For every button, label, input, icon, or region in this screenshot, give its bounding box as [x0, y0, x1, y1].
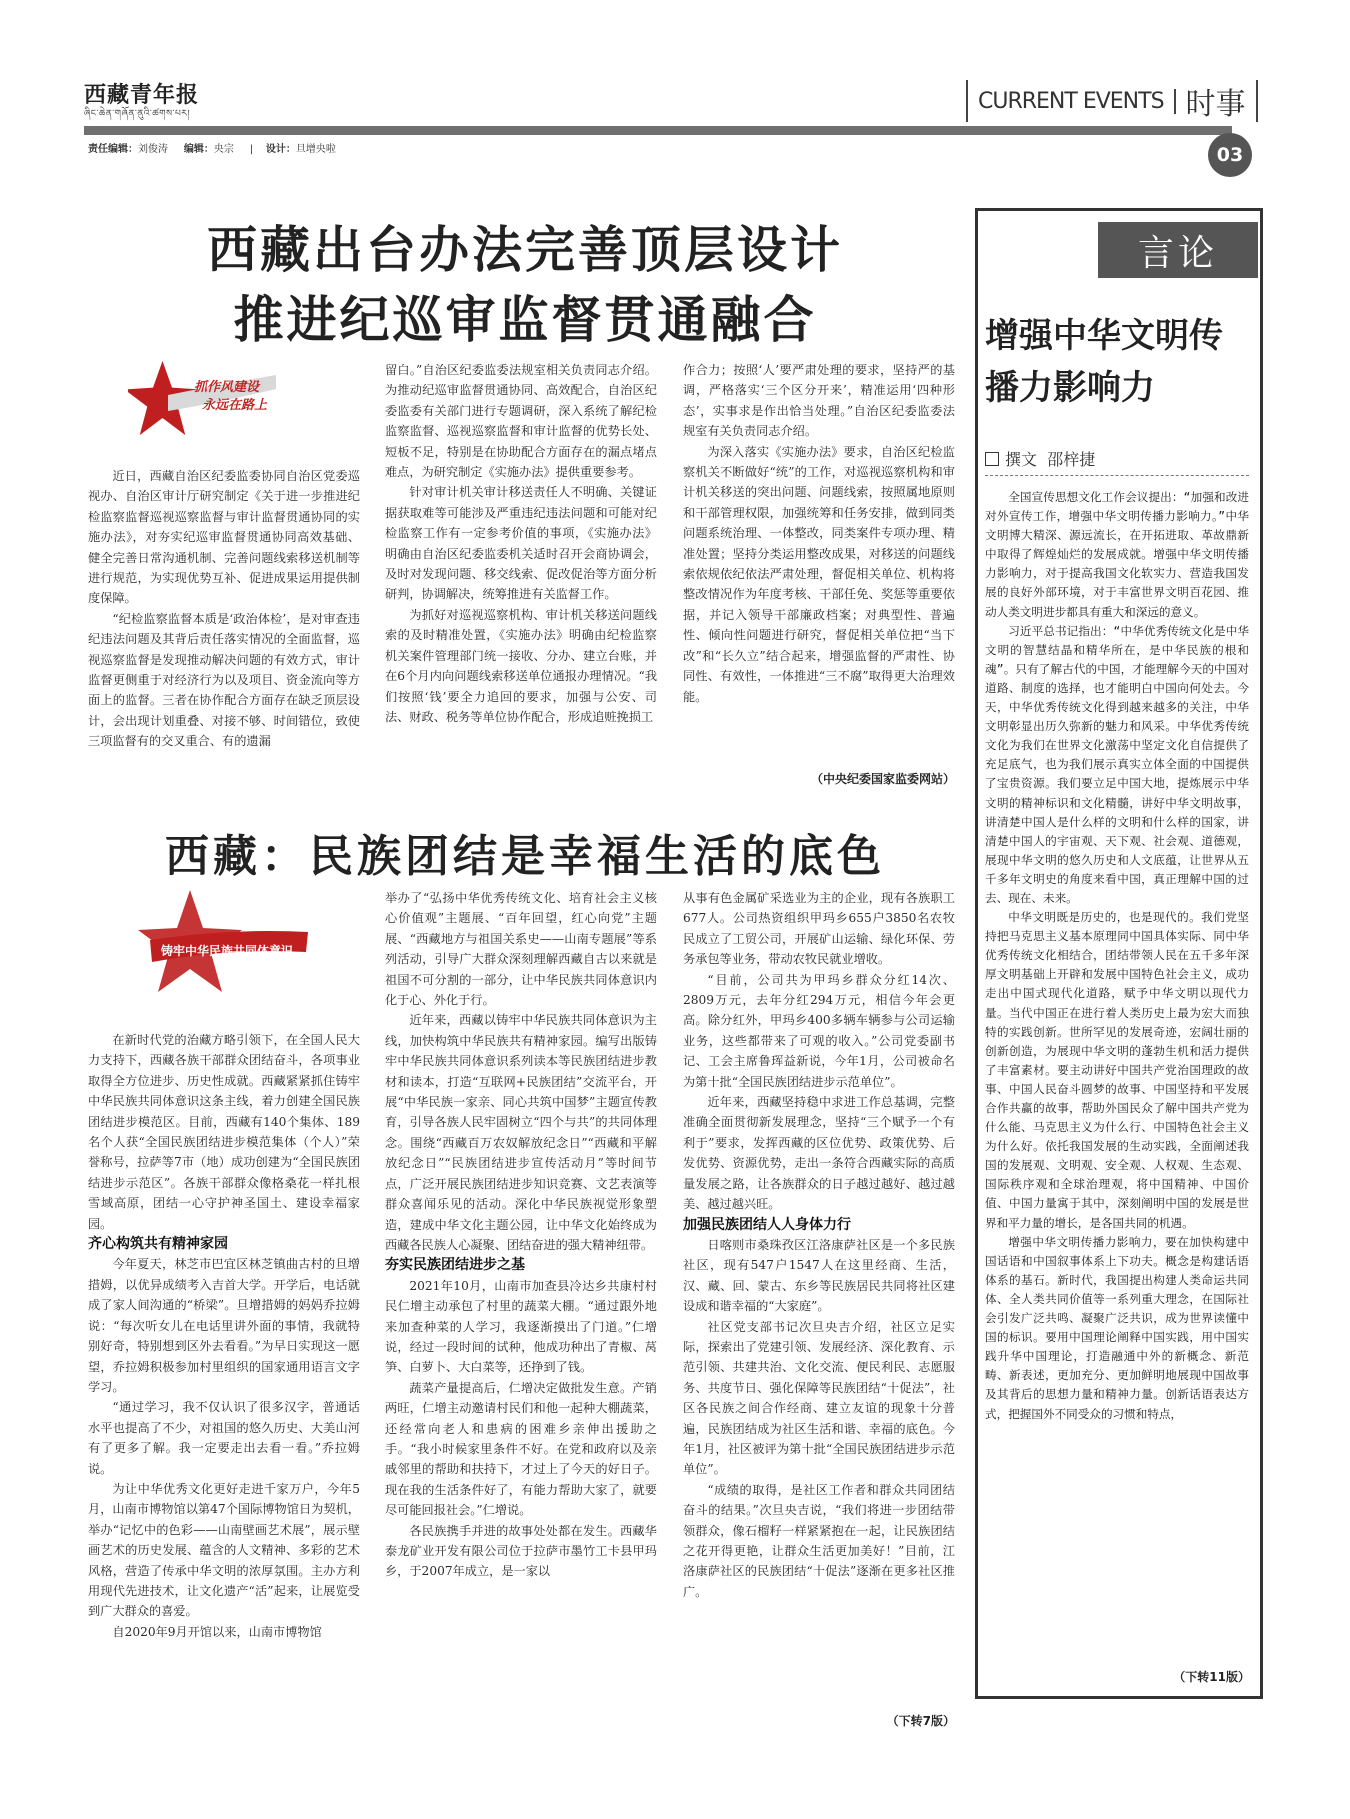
- opinion-label: 言论: [1098, 222, 1258, 278]
- paragraph: 针对审计机关审计移送责任人不明确、关键证据获取难等可能涉及严重违纪违法问题和可能对纪检监察工作有一定参考价值的事项，《实施办法》明确由自治区纪委监委机关适时召开会商协调会，及时对发现问题、移交线索、促改促治等方面分析研判，协调解决，统筹推进有关监督工作。: [385, 485, 657, 602]
- section-header: [966, 80, 1258, 122]
- paragraph: 自2020年9月开馆以来，山南市博物馆: [112, 1624, 322, 1639]
- paragraph: 习近平总书记指出：“中华优秀传统文化是中华文明的智慧结晶和精华所在，是中华民族的根和魂”。只有了解古代的中国，才能理解今天的中国对道路、制度的选择，也才能明白中国向何处去。今天，中华优秀传统文化得到越来越多的关注，中华文明彰显出历久弥新的魅力和风采。中华优秀传统文化为我们在世界文化激荡中坚定文化自信提供了充足底气，也为我们展示真实立体全面的中国提供了宝贵资源。我们要立足中国大地，提炼展示中华文明的精神标识和文化精髓，讲好中华文明故事，讲清楚中国人是什么样的文明和什么样的国家，讲清楚中国人的宇宙观、天下观、社会观、道德观，展现中华文明的悠久历史和人文底蕴，让世界从五千多年文明史的角度来看中国，真正理解中国的过去、现在、未来。: [985, 623, 1249, 905]
- editor-label: 编辑：: [183, 144, 214, 155]
- paragraph: 社区党支部书记次旦央吉介绍，社区立足实际，探索出了党建引领、发展经济、深化教育、示范引领、共建共治、文化交流、便民利民、志愿服务、共度节日、强化保障等民族团结“十促法”，社区各民族之间合作经商、建立友谊的现象十分普遍，民族团结成为社区生活和谐、幸福的底色。今年1月，社区被评为第十批“全国民族团结进步示范单位”。: [683, 1319, 955, 1477]
- paragraph: “成绩的取得，是社区工作者和群众共同团结奋斗的结果。”次旦央吉说，“我们将进一步团结带领群众，像石榴籽一样紧紧抱在一起，让民族团结之花开得更艳，让群众生活更加美好！”目前，江洛康萨社区的民族团结“十促法”逐渐在更多社区推广。: [683, 1482, 955, 1599]
- badge-text-line1: 抓作风建设: [194, 380, 260, 395]
- opinion-title-line1: 增强中华文明传: [985, 316, 1223, 356]
- opinion-title: [985, 310, 1250, 414]
- badge-text: 铸牢中华民族共同体意识: [160, 944, 293, 958]
- article2-column-1: [88, 1030, 360, 1642]
- paragraph: 作合力；按照‘人’要严肃处理的要求，坚持严的基调，严格落实‘三个区分开来’，精准运用‘四种形态’，实事求是作出恰当处理。”自治区纪委监委法规室有关负责同志介绍。: [683, 363, 955, 439]
- subheading: 加强民族团结人人身体力行: [683, 1216, 851, 1233]
- paragraph: 蔬菜产量提高后，仁增决定做批发生意。产销两旺，仁增主动邀请村民们和他一起种大棚蔬菜，还经常向老人和患病的困难乡亲伸出援助之手。“我小时候家里条件不好。在党和政府以及亲戚邻里的帮助和扶持下，才过上了今天的好日子。现在我的生活条件好了，有能力帮助大家了，就要尽可能回报社会。”仁增说。: [385, 1380, 657, 1518]
- paragraph: “目前，公司共为甲玛乡群众分红14次、2809万元，去年分红294万元，相信今年会更高。除分红外，甲玛乡400多辆车辆参与公司运输业务，这些都带来了可观的收入。”公司党委副书记、工会主席鲁珲益新说，今年1月，公司被命名为第十批“全国民族团结进步示范单位”。: [683, 972, 955, 1089]
- paragraph: 为让中华优秀文化更好走进千家万户，今年5月，山南市博物馆以第47个国际博物馆日为契机，举办“记忆中的色彩——山南壁画艺术展”，展示壁画艺术的历史发展、蕴含的人文精神、多彩的艺术风格，营造了传承中华文明的浓厚氛围。主办方利用现代先进技术，让文化遗产“活”起来，让展览受到广大群众的喜爱。: [88, 1481, 360, 1619]
- paragraph: 日喀则市桑珠孜区江洛康萨社区是一个多民族社区，现有547户1547人在这里经商、生活，汉、藏、回、蒙古、东乡等民族居民共同将社区建设成和谐幸福的“大家庭”。: [683, 1237, 955, 1314]
- badge-text-line2: 永远在路上: [202, 398, 268, 413]
- opinion-body: [985, 488, 1249, 1424]
- opinion-divider: [985, 475, 1249, 477]
- paragraph: 近日，西藏自治区纪委监委协同自治区党委巡视办、自治区审计厅研究制定《关于进一步推进纪检监察监督巡视巡察监督与审计监督贯通协同的实施办法》，对夯实纪巡审监督贯通协同高效基础、健全完善日常沟通机制、完善问题线索移送机制等进行规范，为实现优势互补、促进成果运用提供制度保障。: [88, 469, 360, 606]
- paragraph: 近年来，西藏坚持稳中求进工作总基调，完整准确全面贯彻新发展理念，坚持“三个赋予一个有利于”要求，发挥西藏的区位优势、政策优势、后发优势、资源优势，走出一条符合西藏实际的高质量发展之路，让各族群众的日子越过越好、越过越美、越过越兴旺。: [683, 1095, 955, 1212]
- opinion-title-line2: 播力影响力: [985, 368, 1155, 408]
- section-title-cn: 时事: [1185, 87, 1246, 122]
- page-number: 03: [1208, 133, 1252, 177]
- article1-headline-line1: 西藏出台办法完善顶层设计: [207, 221, 843, 279]
- paragraph: “通过学习，我不仅认识了很多汉字，普通话水平也提高了不少，对祖国的悠久历史、大美山河有了更多了解。我一定要走出去看一看。”乔拉姆说。: [88, 1400, 360, 1476]
- paragraph: 增强中华文明传播力影响力，要在加快构建中国话语和中国叙事体系上下功夫。概念是构建话语体系的基石。新时代，我国提出构建人类命运共同体、全人类共同价值等一系列重大理念，在国际社会引发广泛共鸣、凝聚广泛共识，成为世界读懂中国的标识。要用中国理论阐释中国实践，用中国实践升华中国理论，打造融通中外的新概念、新范畴、新表述，更加充分、更加鲜明地展现中国故事及其背后的思想力量和精神力量。创新话语表达方式，把握国外不同受众的习惯和特点，: [985, 1234, 1249, 1421]
- chief-editor: 刘俊涛: [138, 144, 168, 155]
- article1-column-1: [88, 466, 360, 752]
- designer: 旦增央啦: [295, 144, 336, 155]
- paragraph: 各民族携手并进的故事处处都在发生。西藏华泰龙矿业开发有限公司位于拉萨市墨竹工卡县甲玛乡，于2007年成立，是一家以: [385, 1523, 657, 1579]
- paragraph: 留白。”自治区纪委监委法规室相关负责同志介绍。为推动纪巡审监督贯通协同、高效配合，自治区纪委监委有关部门进行专题调研，深入系统了解纪检监察监督、巡视巡察监督和审计监督的优势长处、短板不足，特别是在协助配合方面存在的漏点堵点难点，为研究制定《实施办法》提供重要参考。: [385, 363, 657, 480]
- header-rule: [84, 126, 1232, 135]
- paragraph: 今年夏天，林芝市巴宜区林芝镇曲古村的旦增措姆，以优异成绩考入吉首大学。开学后，电话就成了家人间沟通的“桥梁”。旦增措姆的妈妈乔拉姆说：“每次听女儿在电话里讲外面的事情，我就特别好奇，特别想到区外去看看。”为早日实现这一愿望，乔拉姆积极参加村里组织的国家通用语言文字学习。: [88, 1257, 360, 1394]
- article1-badge: [128, 355, 278, 445]
- subheading: 夯实民族团结进步之基: [385, 1257, 525, 1274]
- article2-headline: 西藏：民族团结是幸福生活的底色: [165, 831, 885, 882]
- chief-editor-label: 责任编辑：: [88, 144, 138, 155]
- article1-column-3: [683, 360, 955, 707]
- paragraph: “纪检监察监督本质是‘政治体检’，是对审查违纪违法问题及其背后责任落实情况的全面监督，巡视巡察监督是发现推动解决问题的有效方式，审计监督更侧重于对经济行为以及项目、资金流向等方面上的监督。三者在协作配合方面存在缺乏顶层设计，会出现计划重叠、对接不够、时间错位，致使三项监督有的交叉重合、有的遗漏: [88, 611, 360, 749]
- byline-icon: [985, 452, 999, 466]
- paragraph: 举办了“弘扬中华优秀传统文化、培育社会主义核心价值观”主题展、“百年回望，红心向党”主题展、“西藏地方与祖国关系史——山南专题展”等系列活动，引导广大群众深刻理解西藏自古以来就是祖国不可分割的一部分，让中华民族共同体意识内化于心、外化于行。: [385, 891, 657, 1008]
- paragraph: 在新时代党的治藏方略引领下，在全国人民大力支持下，西藏各族干部群众团结奋斗，各项事业取得全方位进步、历史性成就。西藏紧紧抓住铸牢中华民族共同体意识这条主线，着力创建全国民族团结进步模范区。目前，西藏有140个集体、189名个人获“全国民族团结进步模范集体（个人）”荣誉称号，拉萨等7市（地）成功创建为“全国民族团结进步示范区”。各族干部群众像格桑花一样扎根雪域高原，团结一心守护神圣国土、建设幸福家园。: [88, 1033, 360, 1231]
- designer-label: 设计：: [265, 144, 296, 155]
- editor-credits: 责任编辑：刘俊涛 编辑：央宗 | 设计：旦增央啦: [88, 144, 336, 155]
- paper-subtitle: ཞིང་ཆེན་གཞོན་ནུའི་ཚགས་པར།: [84, 109, 190, 119]
- paragraph: 中华文明既是历史的，也是现代的。我们党坚持把马克思主义基本原理同中国具体实际、同中华优秀传统文化相结合，团结带领人民在五千多年深厚文明基础上开辟和发展中国特色社会主义，成功走出中国式现代化道路，赋予中华文明以现代力量。当代中国正在进行着人类历史上最为宏大而独特的实践创新。世所罕见的发展奇迹，宏阔壮丽的创新创造，为展现中华文明的蓬勃生机和活力提供了丰富素材。要主动讲好中国共产党治国理政的故事、中国人民奋斗圆梦的故事、中国坚持和平发展合作共赢的故事，帮助外国民众了解中国共产党为什么能、马克思主义为什么行、中国特色社会主义为什么好。依托我国发展的生动实践，全面阐述我国的发展观、文明观、安全观、人权观、生态观、国际秩序观和全球治理观，将中国精神、中国价值、中国力量寓于其中，深刻阐明中国的发展是世界和平力量的增长，是各国共同的机遇。: [985, 910, 1249, 1230]
- article1-column-2: [385, 360, 657, 727]
- section-title-en: CURRENT EVENTS: [978, 89, 1176, 114]
- paragraph: 为深入落实《实施办法》要求，自治区纪检监察机关不断做好“统”的工作，对巡视巡察机构和审计机关移送的突出问题、问题线索，按照属地原则和干部管理权限，加强统筹和任务安排，做到同类问题系统治理、一体整改，同类案件专项办理、精准处置；坚持分类运用整改成果，对移送的问题线索依规依纪依法严肃处理，督促相关单位、机构将整改情况作为年度考核、干部任免、奖惩等重要依据，并记入领导干部廉政档案；对典型性、普遍性、倾向性问题进行研究，督促相关单位把“当下改”和“长久立”结合起来，增强监督的严肃性、协同性、有效性，一体推进“三不腐”取得更大治理效能。: [683, 444, 955, 704]
- paragraph: 全国宣传思想文化工作会议提出：“加强和改进对外宣传工作，增强中华文明传播力影响力。”中华文明博大精深、源远流长，在开拓进取、革故鼎新中取得了辉煌灿烂的发展成就。增强中华文明传播力影响力，对于提高我国文化软实力、营造我国发展的良好外部环境，对于丰富世界文明百花园、推动人类文明进步都具有重大和深远的意义。: [985, 490, 1249, 619]
- paragraph: 2021年10月，山南市加查县冷达乡共康村村民仁增主动承包了村里的蔬菜大棚。“通过跟外地来加查种菜的人学习，我逐渐摸出了门道。”仁增说，经过一段时间的试种，他成功种出了青椒、莴笋、白萝卜、大白菜等，还挣到了钱。: [385, 1278, 657, 1375]
- article2-column-3: [683, 888, 955, 1602]
- editor: 央宗: [213, 144, 234, 155]
- paragraph: 从事有色金属矿采选业为主的企业，现有各族职工677人。公司热资组织甲玛乡655户3850名农牧民成立了工贸公司，开展矿山运输、绿化环保、劳务承包等业务，带动农牧民就业增收。: [683, 891, 955, 967]
- opinion-byline: [985, 447, 1095, 470]
- subheading: 齐心构筑共有精神家园: [88, 1236, 228, 1253]
- article2-continued-note: （下转7版）: [886, 1714, 955, 1728]
- article1-source: （中央纪委国家监委网站）: [810, 772, 955, 786]
- author-name: 邵梓捷: [1047, 450, 1096, 469]
- opinion-continued-note: （下转11版）: [1173, 1670, 1250, 1684]
- article1-headline-line2: 推进纪巡审监督贯通融合: [233, 291, 817, 349]
- paragraph: 近年来，西藏以铸牢中华民族共同体意识为主线，加快构筑中华民族共有精神家园。编写出版铸牢中华民族共同体意识系列读本等民族团结进步教材和读本，打造“互联网+民族团结”交流平台，开展“中华民族一家亲、同心共筑中国梦”主题宣传教育，引导各族人民牢固树立“四个与共”的共同体理念。围绕“西藏百万农奴解放纪念日”“西藏和平解放纪念日”“民族团结进步宣传活动月”等时间节点，广泛开展民族团结进步知识竞赛、文艺表演等群众喜闻乐见的活动。深化中华民族视觉形象塑造，建成中华文化主题公园，让中华文化始终成为西藏各民族人心凝聚、团结奋进的强大精神纽带。: [385, 1013, 657, 1252]
- paragraph: 为抓好对巡视巡察机构、审计机关移送问题线索的及时精准处置，《实施办法》明确由纪检监察机关案件管理部门统一接收、分办、建立台账，并在6个月内向问题线索移送单位通报办理情况。“我们按照‘钱’要全力追回的要求，加强与公安、司法、财政、税务等单位协作配合，形成追赃挽损工: [385, 607, 657, 724]
- article2-badge: [130, 890, 310, 1010]
- article2-column-2: [385, 888, 657, 1582]
- paper-name: 西藏青年报: [84, 82, 200, 108]
- author-label: 撰文: [1005, 450, 1038, 469]
